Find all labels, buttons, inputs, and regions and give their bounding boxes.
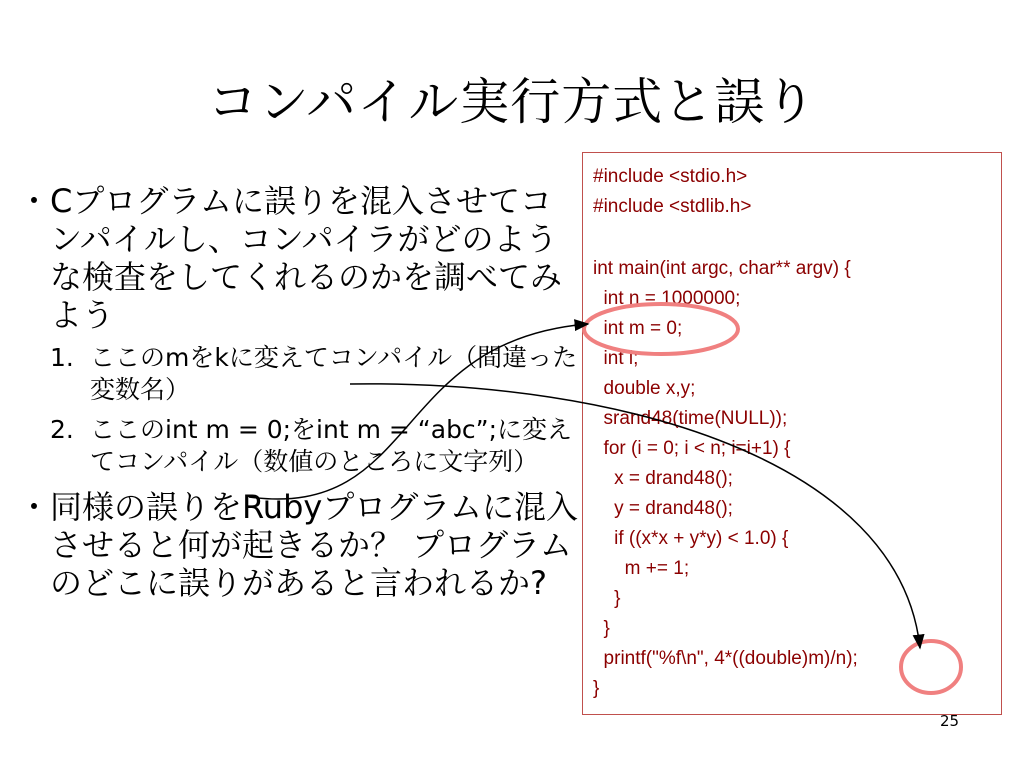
code-line: m += 1; [593, 558, 690, 579]
code-line: int i; [593, 348, 639, 369]
code-line: if ((x*x + y*y) < 1.0) { [593, 528, 789, 549]
code-listing-box [582, 152, 1002, 715]
code-line: int n = 1000000; [593, 288, 741, 309]
code-line: #include <stdio.h> [593, 166, 748, 187]
bullet-text: Cプログラムに誤りを混入させてコンパイルし、コンパイラがどのような検査をしてくれるのかを調べてみよう [50, 182, 563, 334]
code-line: } [593, 588, 621, 609]
code-line: printf("%f\n", 4*((double)m)/n); [593, 648, 858, 669]
code-line: int m = 0; [593, 318, 683, 339]
code-line: double x,y; [593, 378, 696, 399]
code-line: x = drand48(); [593, 468, 733, 489]
sub-item [18, 414, 578, 478]
code-line: srand48(time(NULL)); [593, 408, 788, 429]
bullet-item [18, 488, 578, 602]
code-line: } [593, 678, 600, 699]
sub-item-text: ここのmをkに変えてコンパイル（間違った変数名） [90, 343, 578, 404]
code-line: #include <stdlib.h> [593, 196, 752, 217]
bullet-item [18, 182, 578, 334]
bullet-list [18, 182, 578, 602]
slide-title: コンパイル実行方式と誤り [207, 73, 817, 131]
code-line: int main(int argc, char** argv) { [593, 258, 851, 279]
sub-item-text: ここのint m = 0;をint m = “abc”;に変えてコンパイル（数値のところに文字列） [90, 415, 573, 476]
bullet-marker: ・ [18, 488, 51, 526]
code-line: } [593, 618, 610, 639]
sub-item [18, 342, 578, 406]
code-line: y = drand48(); [593, 498, 733, 519]
bullet-marker: ・ [18, 182, 51, 220]
sub-item-number: 1. [50, 343, 74, 372]
sub-item-number: 2. [50, 415, 74, 444]
code-line: for (i = 0; i < n; i=i+1) { [593, 438, 791, 459]
page-number: 25 [940, 712, 960, 730]
bullet-text: 同様の誤りをRubyプログラムに混入させると何が起きるか？ プログラムのどこに誤りがあると言われるか? [50, 488, 579, 602]
